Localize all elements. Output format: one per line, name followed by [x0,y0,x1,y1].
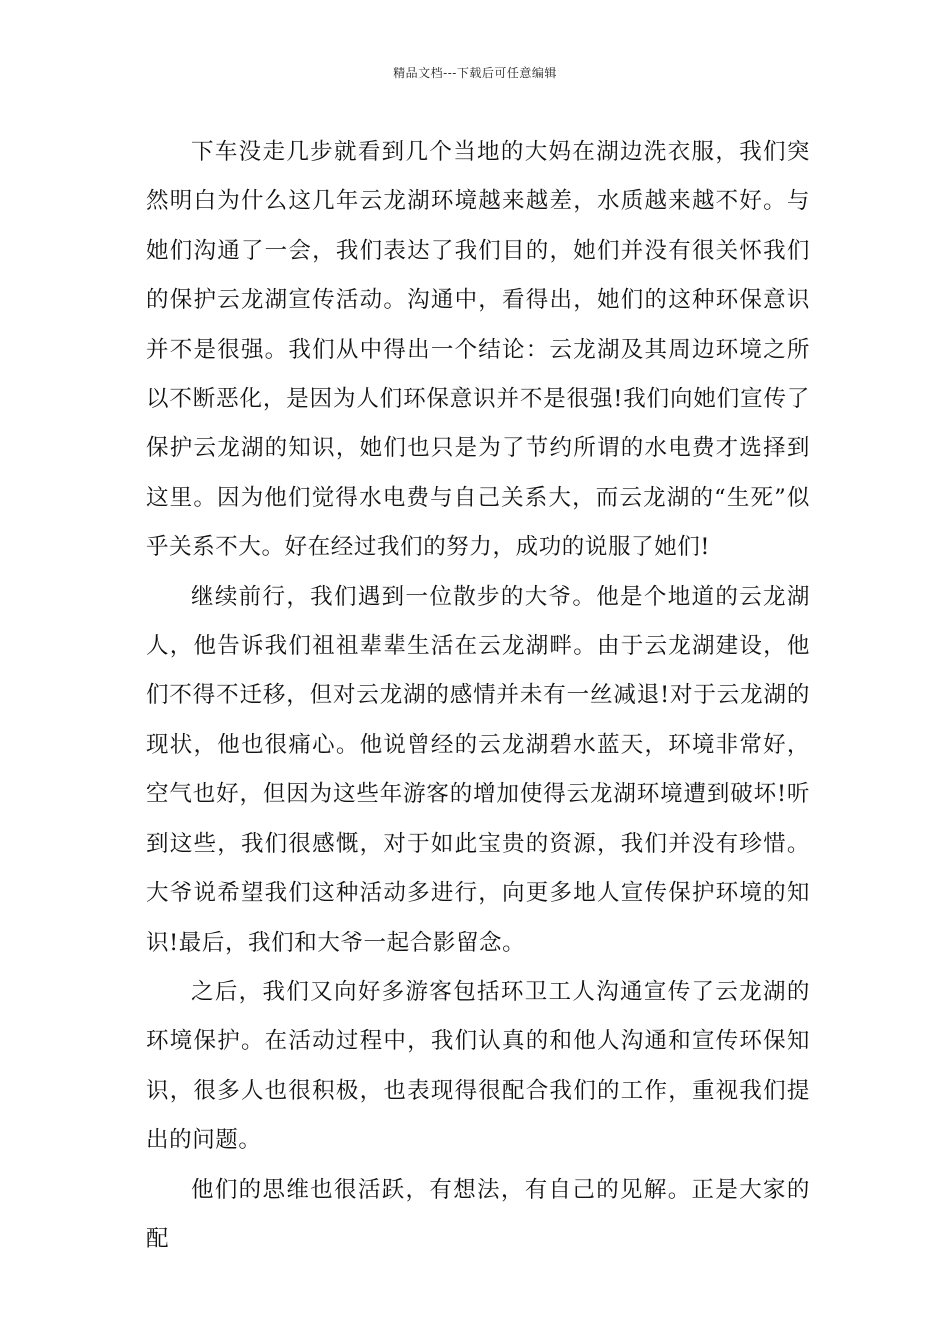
paragraph: 继续前行，我们遇到一位散步的大爷。他是个地道的云龙湖人，他告诉我们祖祖辈辈生活在云龙湖畔。由于云龙湖建设，他们不得不迁移，但对云龙湖的感情并未有一丝减退!对于云龙湖的现状，他也很痛心。他说曾经的云龙湖碧水蓝天，环境非常好，空气也好，但因为这些年游客的增加使得云龙湖环境遭到破坏!听到这些，我们很感慨，对于如此宝贵的资源，我们并没有珍惜。大爷说希望我们这种活动多进行，向更多地人宣传保护环境的知识!最后，我们和大爷一起合影留念。 [146,583,810,956]
page-header: 精品文档---下载后可任意编辑 [393,66,557,80]
paragraph: 他们的思维也很活跃，有想法，有自己的见解。正是大家的配 [146,1176,810,1252]
paragraph: 下车没走几步就看到几个当地的大妈在湖边洗衣服，我们突然明白为什么这几年云龙湖环境越来越差，水质越来越不好。与她们沟通了一会，我们表达了我们目的，她们并没有很关怀我们的保护云龙湖宣传活动。沟通中，看得出，她们的这种环保意识并不是很强。我们从中得出一个结论：云龙湖及其周边环境之所以不断恶化，是因为人们环保意识并不是很强!我们向她们宣传了保护云龙湖的知识，她们也只是为了节约所谓的水电费才选择到这里。因为他们觉得水电费与自己关系大，而云龙湖的“生死”似乎关系不大。好在经过我们的努力，成功的说服了她们! [146,139,810,561]
paragraph: 之后，我们又向好多游客包括环卫工人沟通宣传了云龙湖的环境保护。在活动过程中，我们认真的和他人沟通和宣传环保知识，很多人也很积极，也表现得很配合我们的工作，重视我们提出的问题。 [146,978,810,1154]
document-body [146,128,810,1264]
